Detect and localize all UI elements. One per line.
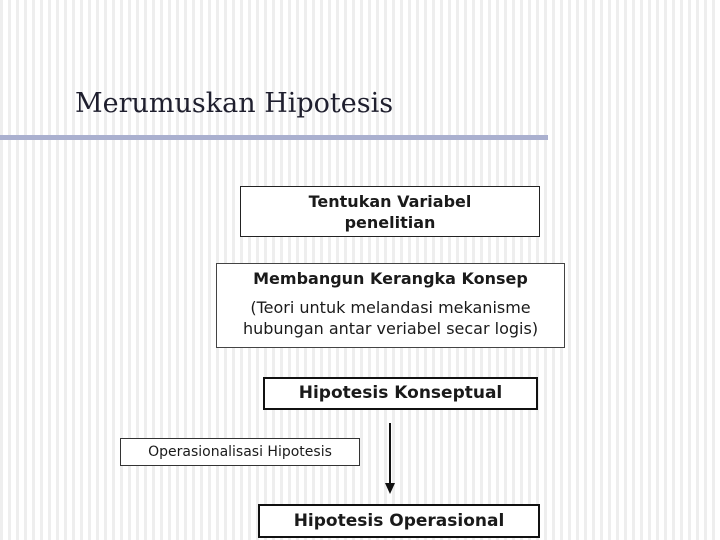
box-tentukan-variabel-line1: Tentukan Variabel	[308, 192, 472, 211]
box-kerangka-konsep	[216, 263, 565, 348]
title-underline-bar	[0, 135, 548, 140]
box-hipotesis-operasional: Hipotesis Operasional	[258, 504, 540, 538]
box-kerangka-konsep-note-line1: (Teori untuk melandasi mekanisme	[250, 298, 531, 317]
box-kerangka-konsep-note-line2: hubungan antar veriabel secar logis)	[242, 319, 539, 338]
down-arrow-icon	[382, 423, 398, 495]
down-arrow-head	[385, 483, 395, 494]
box-tentukan-variabel	[240, 186, 540, 237]
box-kerangka-konsep-note	[217, 297, 564, 339]
box-tentukan-variabel-line2: penelitian	[344, 213, 436, 232]
box-kerangka-konsep-heading: Membangun Kerangka Konsep	[253, 269, 528, 288]
box-hipotesis-konseptual: Hipotesis Konseptual	[263, 377, 538, 410]
box-operasionalisasi-hipotesis: Operasionalisasi Hipotesis	[120, 438, 360, 466]
slide-title: Merumuskan Hipotesis	[75, 88, 394, 119]
